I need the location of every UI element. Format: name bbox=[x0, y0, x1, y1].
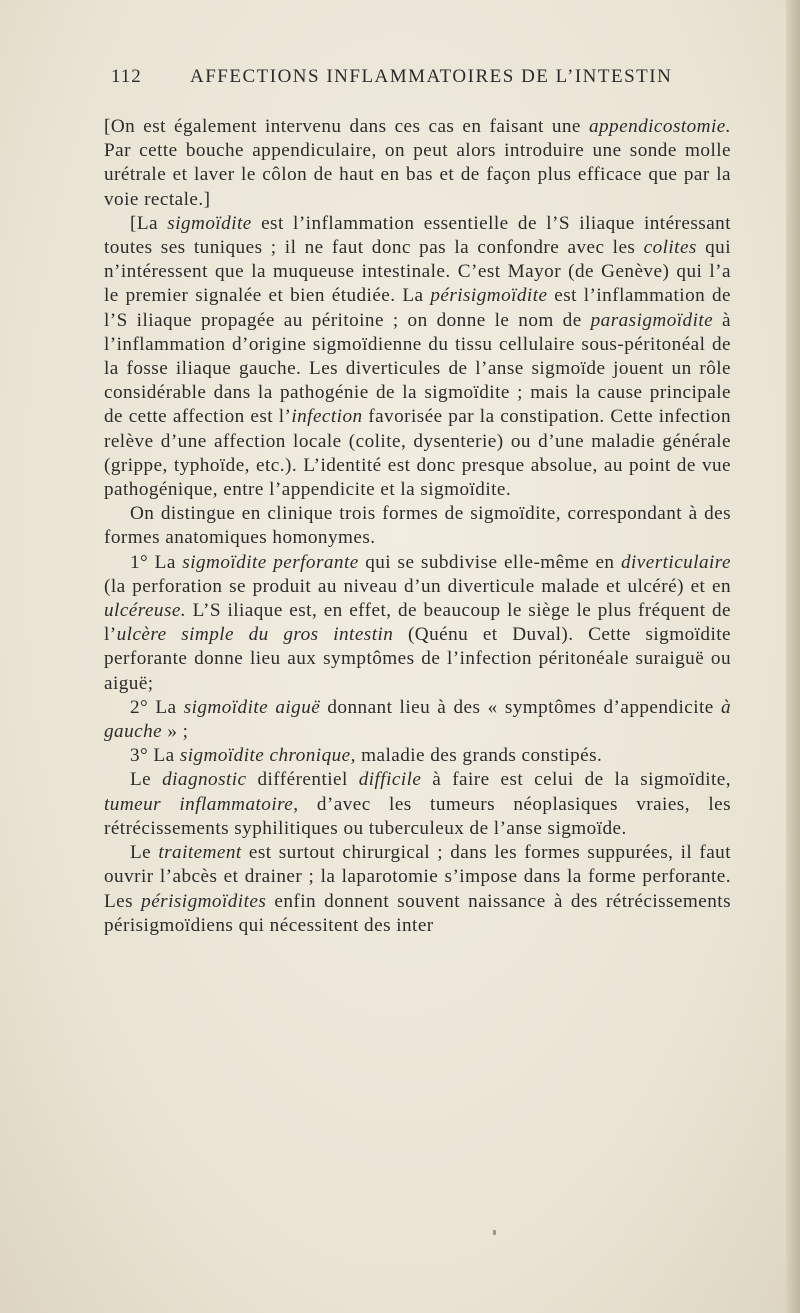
text-run: est l’inflammation de l’S iliaque propagée au péritoine ; on donne le nom de bbox=[104, 285, 732, 331]
italic-run: sigmoïdite perforante bbox=[182, 551, 359, 573]
text-run: favorisée par la constipation. Cette infection relève d’une affection locale (colite, dysenterie) ou d’une maladie générale (grippe, typhoïde, etc.). L’identité est donc presque absolue, au point de vue pathogénique, entre l’appendicite et la sigmoïdite. bbox=[104, 406, 732, 501]
italic-run: périsigmoïdites bbox=[141, 890, 267, 912]
italic-run: tumeur inflammatoire, bbox=[104, 793, 299, 815]
text-run: 3° La bbox=[130, 745, 180, 767]
text-run: enfin donnent souvent naissance à des rétrécissements périsigmoïdiens qui nécessitent des inter bbox=[104, 890, 731, 936]
italic-run: parasigmoïdite bbox=[590, 309, 714, 331]
text-run: est surtout chirurgical ; dans les formes suppurées, il faut ouvrir l’abcès et drainer ; la laparotomie s’impose dans la forme perforante. Les bbox=[104, 842, 731, 912]
text-run: L’S iliaque est, en effet, de beaucoup le siège le plus fréquent de l’ bbox=[104, 600, 731, 646]
text-run: (Quénu et Duval). Cette sigmoïdite perforante donne lieu aux symptômes de l’infection péritonéale suraiguë ou aiguë; bbox=[104, 624, 731, 694]
italic-run: diverticulaire bbox=[620, 551, 731, 573]
page-header bbox=[111, 66, 731, 92]
text-run: donnant lieu à des « symptômes d’appendicite bbox=[320, 696, 721, 718]
italic-run: sigmoïdite aiguë bbox=[183, 696, 321, 718]
text-run: Par cette bouche appendiculaire, on peut alors introduire une sonde molle urétrale et laver le côlon de haut en bas et de façon plus efficace que par la voie rectale.] bbox=[104, 140, 731, 210]
italic-run: diagnostic bbox=[162, 769, 247, 791]
paragraph bbox=[104, 551, 731, 696]
italic-run: à gauche bbox=[104, 696, 731, 743]
text-run: d’avec les tumeurs néoplasiques vraies, les rétrécissements syphilitiques ou tuberculeux de l’anse sigmoïde. bbox=[104, 793, 731, 839]
italic-run: difficile bbox=[358, 769, 422, 791]
text-run: à faire est celui de la sigmoïdite, bbox=[421, 769, 731, 791]
text-run: qui se subdivise elle-même en bbox=[358, 551, 621, 573]
italic-run: infection bbox=[291, 406, 363, 428]
text-run: qui n’intéressent que la muqueuse intestinale. C’est Mayor (de Genève) qui l’a le premier signalée et bien étudiée. La bbox=[104, 237, 731, 307]
text-run: (la perforation se produit au niveau d’un diverticule malade et ulcéré) et en bbox=[104, 575, 731, 597]
italic-run: traitement bbox=[158, 842, 242, 864]
text-run: à l’inflammation d’origine sigmoïdienne du tissu cellulaire sous-péritonéal de la fosse iliaque gauche. Les diverticules de l’anse sigmoïde jouent un rôle considérable dans la pathogénie de la sigmoïdite ; mais la cause principale de cette affection est l’ bbox=[104, 309, 731, 428]
text-run: [La bbox=[130, 212, 168, 234]
text-run: Le bbox=[130, 842, 159, 864]
text-run: différentiel bbox=[246, 769, 359, 791]
text-run: » ; bbox=[162, 721, 189, 743]
italic-run: sigmoïdite bbox=[167, 212, 252, 234]
text-run: On distingue en clinique trois formes de sigmoïdite, correspondant à des formes anatomiques homonymes. bbox=[104, 503, 731, 549]
text-run: 1° La bbox=[130, 551, 183, 573]
text-run: [On est également intervenu dans ces cas en faisant une bbox=[104, 116, 589, 137]
paragraph bbox=[104, 115, 731, 212]
page-number: 112 bbox=[111, 66, 142, 87]
text-run: maladie des grands constipés. bbox=[355, 745, 603, 767]
paragraph bbox=[104, 502, 731, 550]
text-run: Le bbox=[130, 769, 163, 791]
italic-run: sigmoïdite chronique, bbox=[179, 745, 356, 767]
italic-run: colites bbox=[643, 237, 697, 259]
paragraph bbox=[104, 768, 731, 841]
italic-run: ulcéreuse. bbox=[104, 600, 187, 622]
italic-run: périsigmoïdite bbox=[430, 285, 548, 307]
running-title: AFFECTIONS INFLAMMATOIRES DE L’INTESTIN bbox=[190, 66, 673, 87]
paragraph bbox=[104, 212, 731, 502]
paragraph bbox=[104, 841, 731, 938]
page-gutter-shadow bbox=[786, 0, 800, 1313]
paper-speck bbox=[493, 1230, 496, 1235]
italic-run: ulcère simple du gros intestin bbox=[116, 624, 394, 646]
italic-run: appendicostomie. bbox=[588, 116, 731, 137]
paragraph bbox=[104, 744, 731, 768]
body-text bbox=[104, 115, 731, 938]
text-run: est l’inflammation essentielle de l’S iliaque intéressant toutes ses tuniques ; il ne faut donc pas la confondre avec les bbox=[104, 212, 731, 259]
paragraph bbox=[104, 696, 731, 744]
text-run: 2° La bbox=[130, 696, 184, 718]
